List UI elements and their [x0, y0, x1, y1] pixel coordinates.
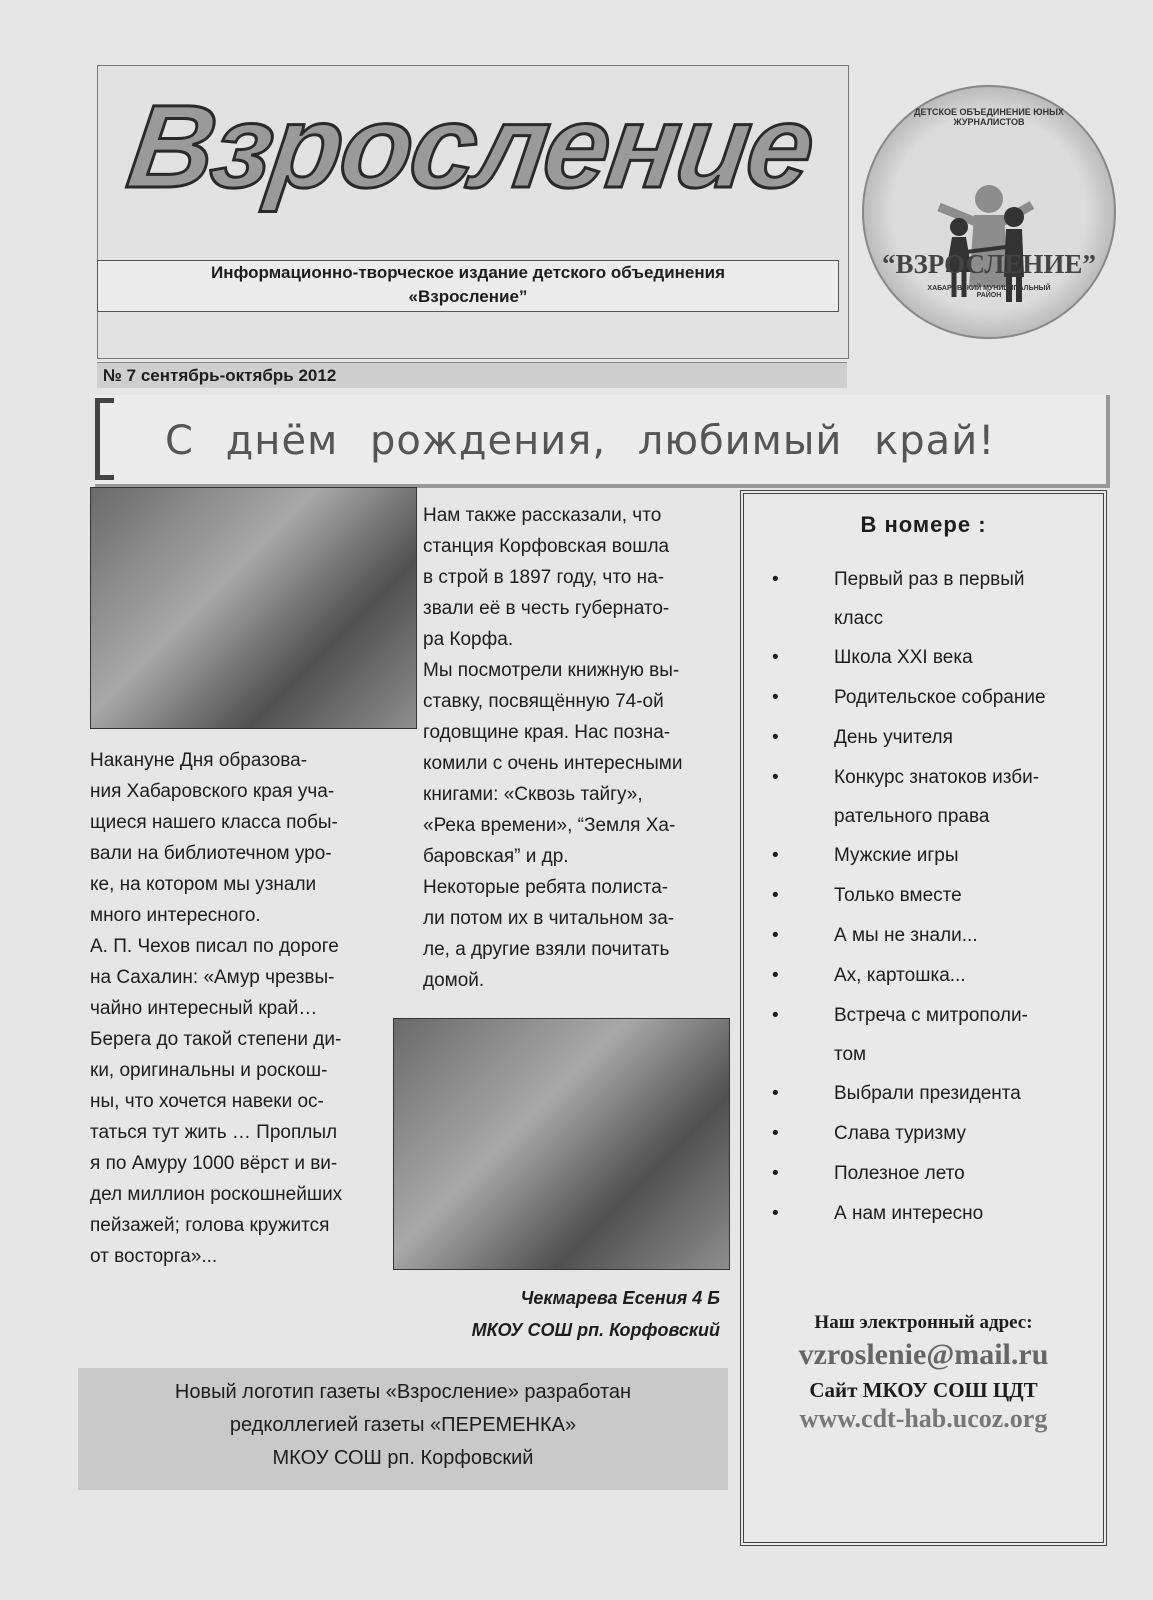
contents-item [764, 1074, 1094, 1114]
logo-bottom-text: ХАБАРОВСКИЙ МУНИЦИПАЛЬНЫЙ РАЙОН [927, 285, 1051, 299]
bullet-icon: • [772, 925, 779, 946]
site-label: Сайт МКОУ СОШ ЦДТ [809, 1378, 1038, 1402]
bullet-icon: • [772, 965, 779, 986]
contents-item-label: Встреча с митрополи- том [834, 1005, 1028, 1065]
contents-item [764, 956, 1094, 996]
newspaper-logo [862, 85, 1116, 339]
contents-item [764, 758, 1094, 836]
bullet-icon: • [772, 1083, 779, 1104]
logo-credit-note: Новый логотип газеты «Взросление» разработан редколлегией газеты «ПЕРЕМЕНКА» МКОУ СОШ рп. Корфовский [78, 1368, 728, 1490]
email-label: Наш электронный адрес: [814, 1312, 1033, 1333]
article-school: МКОУ СОШ рп. Корфовский [471, 1320, 720, 1340]
contents-item [764, 836, 1094, 876]
bullet-icon: • [772, 1203, 779, 1224]
contents-title: В номере : [860, 512, 987, 537]
bullet-icon: • [772, 885, 779, 906]
contents-item-label: Первый раз в первый класс [834, 569, 1025, 629]
contents-item-label: Выбрали президента [834, 1083, 1021, 1104]
contents-item [764, 1154, 1094, 1194]
contents-item-label: День учителя [834, 727, 953, 748]
bullet-icon: • [772, 727, 779, 748]
article-column-right: Нам также рассказали, что станция Корфовская вошла в строй в 1897 году, что на- звали её в честь губернато- ра Корфа. Мы посмотрели книжную вы- ставку, посвящённую 74-ой годовщине края. Нас позна- комили с очень интересными книгами: «Сквозь тайгу», «Река времени», “Земля Ха- баровская” и др. Некоторые ребята полиста- ли потом их в читальном за- ле, а другие взяли почитать домой. [423, 505, 683, 991]
photo-librarian [393, 1018, 730, 1270]
contents-item-label: Конкурс знатоков изби- рательного права [834, 767, 1040, 827]
contents-item [764, 1114, 1094, 1154]
bullet-icon: • [772, 1123, 779, 1144]
bullet-icon: • [772, 767, 779, 788]
bullet-icon: • [772, 1163, 779, 1184]
headline: С днём рождения, любимый край! [165, 418, 996, 464]
article-author: Чекмарева Есения 4 Б [520, 1288, 720, 1308]
contents-item-label: Родительское собрание [834, 687, 1046, 708]
logo-ring-text: ДЕТСКОЕ ОБЪЕДИНЕНИЕ ЮНЫХ ЖУРНАЛИСТОВ [914, 107, 1064, 127]
bullet-icon: • [772, 845, 779, 866]
contents-item [764, 718, 1094, 758]
contents-item-label: А нам интересно [834, 1203, 984, 1224]
contents-box [740, 490, 1107, 1546]
contents-item [764, 996, 1094, 1074]
contents-item-label: Слава туризму [834, 1123, 966, 1144]
bullet-icon: • [772, 569, 779, 590]
contents-item [764, 638, 1094, 678]
contents-item-label: Только вместе [834, 885, 962, 906]
email-link[interactable]: vzroslenie@mail.ru [798, 1338, 1049, 1371]
newspaper-title: Взросление [120, 81, 821, 213]
bracket-decoration [95, 398, 114, 480]
logo-name: “ВЗРОСЛЕНИЕ” [882, 249, 1096, 279]
contents-list [764, 560, 1094, 1234]
bullet-icon: • [772, 647, 779, 668]
contents-item-label: Полезное лето [834, 1163, 965, 1184]
contents-item [764, 560, 1094, 638]
contents-item [764, 678, 1094, 718]
contents-item [764, 1194, 1094, 1234]
issue-number: № 7 сентябрь-октябрь 2012 [97, 362, 847, 388]
bullet-icon: • [772, 687, 779, 708]
contents-item-label: А мы не знали... [834, 925, 978, 946]
contents-item-label: Школа XXI века [834, 647, 973, 668]
photo-library-class [90, 487, 417, 729]
contents-item-label: Мужские игры [834, 845, 959, 866]
article-column-left: Накануне Дня образова- ния Хабаровского края уча- щиеся нашего класса побы- вали на библиотечном уро- ке, на котором мы узнали много интересного. А. П. Чехов писал по дороге на Сахалин: «Амур чрезвы- чайно интересный край… Берега до такой степени ди- ки, оригинальны и роскош- ны, что хочется навеки ос- таться тут жить … Проплыл я по Амуру 1000 вёрст и ви- дел миллион роскошнейших пейзажей; голова кружится от восторга»... [90, 750, 343, 1267]
site-link[interactable]: www.cdt-hab.ucoz.org [799, 1404, 1048, 1433]
newspaper-subtitle: Информационно-творческое издание детского объединения «Взросление” [97, 260, 839, 312]
bullet-icon: • [772, 1005, 779, 1026]
contents-item-label: Ах, картошка... [834, 965, 966, 986]
contents-item [764, 876, 1094, 916]
contents-item [764, 916, 1094, 956]
